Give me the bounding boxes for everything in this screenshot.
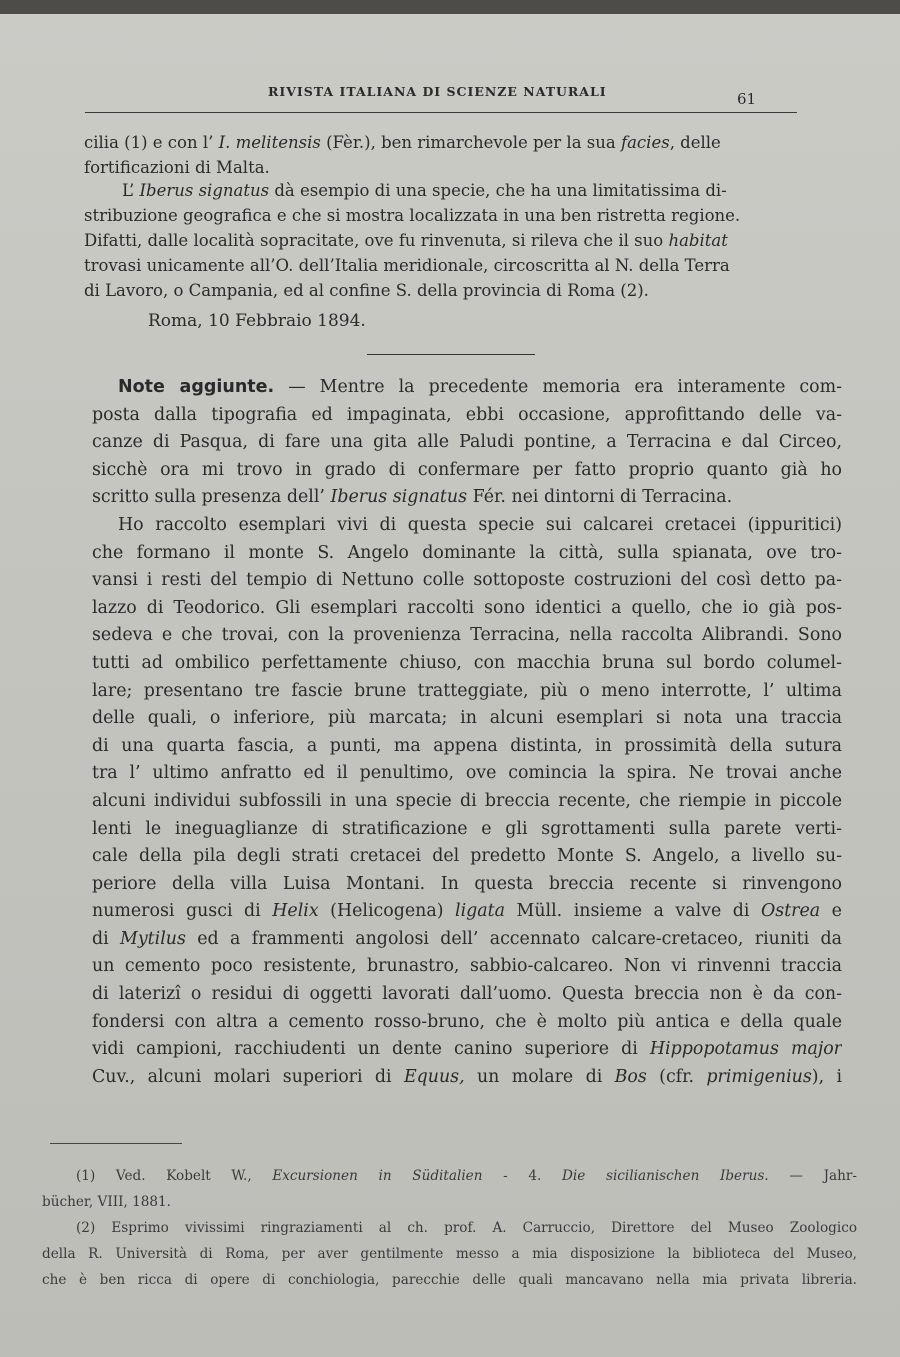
text-line: canze di Pasqua, di fare una gita alle Paludi pontine, a Terracina e dal Circeo,: [92, 432, 842, 453]
text-line: cale della pila degli strati cretacei del predetto Monte S. Angelo, a livello su-: [92, 846, 842, 867]
footnote-1: (1) Ved. Kobelt W., Excursionen in Süditalien - 4. Die sicilianischen Iberus. — Jahr-: [76, 1168, 857, 1184]
paragraph-continuation: [84, 130, 804, 180]
notes-section: [92, 374, 842, 1091]
text-line: fondersi con altra a cemento rosso-bruno, che è molto più antica e della quale: [92, 1011, 842, 1032]
notes-heading: Note aggiunte.: [118, 377, 275, 397]
text-line: alcuni individui subfossili in una specie di breccia recente, che riempie in piccole: [92, 790, 842, 811]
footnote-rule: [50, 1143, 182, 1144]
text-line: vansi i resti del tempio di Nettuno colle sottoposte costruzioni del così detto pa-: [92, 570, 842, 591]
text-line: tutti ad ombilico perfettamente chiuso, con macchia bruna sul bordo columel-: [92, 652, 842, 673]
text-line: di Mytilus ed a frammenti angolosi dell’ accennato calcare-cretaceo, riuniti da: [92, 928, 842, 949]
page-number: 61: [737, 90, 757, 108]
text-line: vidi campioni, racchiudenti un dente canino superiore di Hippopotamus major: [92, 1039, 842, 1060]
text-line: che formano il monte S. Angelo dominante la città, sulla spianata, ove tro-: [92, 542, 842, 563]
header-rule: [85, 112, 797, 113]
text-line: lare; presentano tre fascie brune tratteggiate, più o meno interrotte, l’ ultima: [92, 680, 842, 701]
text-line: numerosi gusci di Helix (Helicogena) ligata Müll. insieme a valve di Ostrea e: [92, 901, 842, 922]
text-line: cilia (1) e con l’ I. melitensis (Fèr.), ben rimarchevole per la sua facies, delle: [84, 133, 721, 152]
text-line: Note aggiunte. — Mentre la precedente memoria era interamente com-: [118, 377, 842, 397]
page-top-shadow: [0, 0, 900, 14]
text-line: sicchè ora mi trovo in grado di confermare per fatto proprio quanto già ho: [92, 459, 842, 480]
text-line: stribuzione geografica e che si mostra localizzata in una ben ristretta regione.: [84, 206, 741, 225]
footnote-2-cont: che è ben ricca di opere di conchiologia, parecchie delle quali mancavano nella mia privata libreria.: [42, 1272, 857, 1288]
paragraph-iberus-distribution: [84, 178, 804, 303]
text-line: Ho raccolto esemplari vivi di questa specie sui calcarei cretacei (ippuritici): [118, 514, 842, 535]
text-line: trovasi unicamente all’O. dell’Italia meridionale, circoscritta al N. della Terra: [84, 256, 730, 275]
text-line: periore della villa Luisa Montani. In questa breccia recente si rinvengono: [92, 873, 842, 894]
text-line: tra l’ ultimo anfratto ed il penultimo, ove comincia la spira. Ne trovai anche: [92, 763, 842, 784]
text-line: di Lavoro, o Campania, ed al confine S. della provincia di Roma (2).: [84, 281, 649, 300]
text-line: posta dalla tipografia ed impaginata, ebbi occasione, approfittando delle va-: [92, 404, 842, 425]
running-head: RIVISTA ITALIANA DI SCIENZE NATURALI: [268, 84, 607, 99]
text-line: lazzo di Teodorico. Gli esemplari raccolti sono identici a quello, che io già pos-: [92, 597, 842, 618]
text-line: Difatti, dalle località sopracitate, ove fu rinvenuta, si rileva che il suo habitat: [84, 231, 728, 250]
dateline: Roma, 10 Febbraio 1894.: [148, 311, 366, 331]
footnotes: [42, 1163, 857, 1293]
text-line: L’ Iberus signatus dà esempio di una specie, che ha una limitatissima di-: [122, 181, 727, 200]
footnote-2-cont: della R. Università di Roma, per aver gentilmente messo a mia disposizione la biblioteca del Museo,: [42, 1246, 857, 1262]
text-line: scritto sulla presenza dell’ Iberus signatus Fér. nei dintorni di Terracina.: [92, 487, 733, 508]
text-line: Cuv., alcuni molari superiori di Equus, un molare di Bos (cfr. primigenius), i: [92, 1066, 842, 1087]
text-line: lenti le ineguaglianze di stratificazione e gli sgrottamenti sulla parete verti-: [92, 818, 842, 839]
text-line: di una quarta fascia, a punti, ma appena distinta, in prossimità della sutura: [92, 735, 842, 756]
text-line: sedeva e che trovai, con la provenienza Terracina, nella raccolta Alibrandi. Sono: [92, 625, 842, 646]
footnote-2: (2) Esprimo vivissimi ringraziamenti al ch. prof. A. Carruccio, Direttore del Museo Zoologico: [76, 1220, 857, 1236]
text-line: di laterizî o residui di oggetti lavorati dall’uomo. Questa breccia non è da con-: [92, 984, 842, 1005]
text-line: un cemento poco resistente, brunastro, sabbio-calcareo. Non vi rinvenni traccia: [92, 956, 842, 977]
text-line: delle quali, o inferiore, più marcata; in alcuni esemplari si nota una traccia: [92, 708, 842, 729]
text-line: fortificazioni di Malta.: [84, 158, 270, 177]
section-separator: [367, 354, 535, 355]
footnote-1-cont: bücher, VIII, 1881.: [42, 1194, 172, 1210]
